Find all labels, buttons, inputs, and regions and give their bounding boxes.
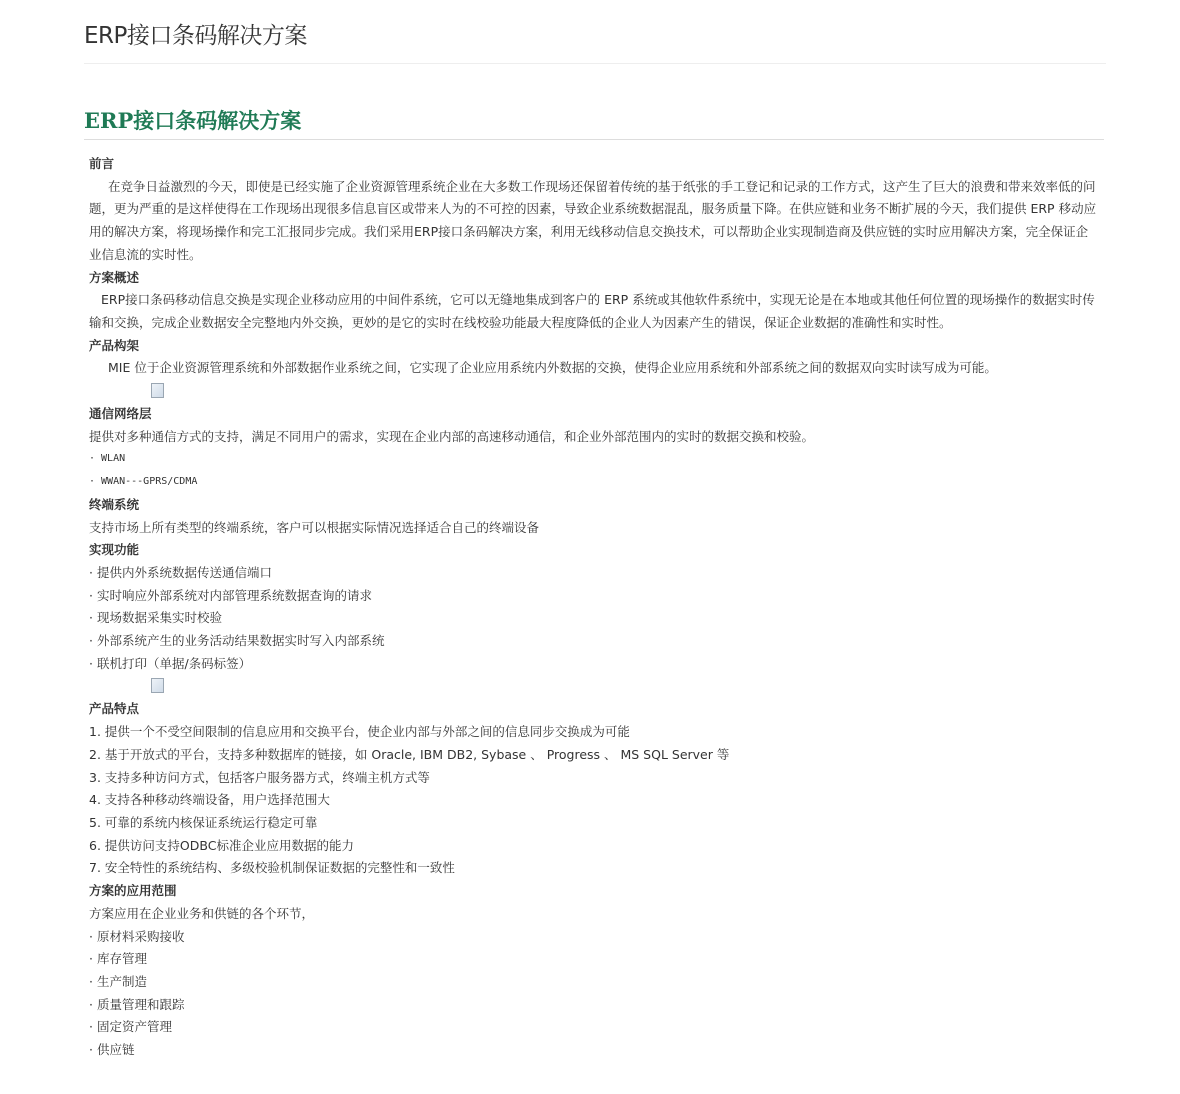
list-item: · WWAN---GPRS/CDMA xyxy=(89,476,198,488)
article-content xyxy=(89,153,1099,1062)
list-item: · 外部系统产生的业务活动结果数据实时写入内部系统 xyxy=(89,633,385,649)
section-heading-preface: 前言 xyxy=(89,156,115,171)
list-item: 7. 安全特性的系统结构、多级校验机制保证数据的完整性和一致性 xyxy=(89,860,455,876)
architecture-image-placeholder xyxy=(89,380,1099,403)
list-item: · 库存管理 xyxy=(89,951,147,967)
functions-image-placeholder xyxy=(89,675,1099,698)
list-item: · 原材料采购接收 xyxy=(89,928,185,944)
section-heading-features: 产品特点 xyxy=(89,701,140,717)
section-heading-terminal: 终端系统 xyxy=(89,496,140,512)
broken-image-icon xyxy=(151,383,164,398)
list-item: 4. 支持各种移动终端设备，用户选择范围大 xyxy=(89,792,330,808)
terminal-paragraph: 支持市场上所有类型的终端系统，客户可以根据实际情况选择适合自己的终端设备 xyxy=(89,519,540,535)
list-item: · 联机打印（单据/条码标签） xyxy=(89,655,252,671)
list-item: · 供应链 xyxy=(89,1042,135,1058)
list-item: 2. 基于开放式的平台，支持多种数据库的链接，如 Oracle, IBM DB2, Sybase 、 Progress 、 MS SQL Server 等 xyxy=(89,746,730,762)
section-heading-scope: 方案的应用范围 xyxy=(89,883,177,899)
list-item: · 固定资产管理 xyxy=(89,1019,172,1035)
broken-image-icon xyxy=(151,678,164,693)
article-title-bar xyxy=(84,106,1104,140)
network-paragraph: 提供对多种通信方式的支持，满足不同用户的需求，实现在企业内部的高速移动通信，和企业外部范围内的实时的数据交换和校验。 xyxy=(89,428,815,444)
list-item: · 现场数据采集实时校验 xyxy=(89,610,222,626)
preface-paragraph: 在竞争日益激烈的今天，即使是已经实施了企业资源管理系统企业在大多数工作现场还保留着传统的基于纸张的手工登记和记录的工作方式，这产生了巨大的浪费和带来效率低的问题，更为严重的是这样使得在工作现场出现很多信息盲区或带来人为的不可控的因素，导致企业系统数据混乱，服务质量下降。在供应链和业务不断扩展的今天，我们提供 ERP 移动应用的解决方案，将现场操作和完工汇报同步完成。我们采用ERP接口条码解决方案，利用无线移动信息交换技术，可以帮助企业实现制造商及供应链的实时应用解决方案，完全保证企业信息流的实时性。 xyxy=(89,178,1097,262)
list-item: 1. 提供一个不受空间限制的信息应用和交换平台，使企业内部与外部之间的信息同步交换成为可能 xyxy=(89,724,630,740)
list-item: · 质量管理和跟踪 xyxy=(89,996,185,1012)
list-item: 5. 可靠的系统内核保证系统运行稳定可靠 xyxy=(89,814,318,830)
article-title: ERP接口条码解决方案 xyxy=(84,108,302,133)
list-item: · 实时响应外部系统对内部管理系统数据查询的请求 xyxy=(89,587,372,603)
overview-paragraph: ERP接口条码移动信息交换是实现企业移动应用的中间件系统，它可以无缝地集成到客户的 ERP 系统或其他软件系统中，实现无论是在本地或其他任何位置的现场操作的数据实时传输和交换，完成企业数据安全完整地内外交换，更妙的是它的实时在线校验功能最大程度降低的企业人为因素产生的错误，保证企业数据的准确性和实时性。 xyxy=(89,292,1095,330)
list-item: 6. 提供访问支持ODBC标准企业应用数据的能力 xyxy=(89,837,354,853)
section-heading-architecture: 产品构架 xyxy=(89,337,140,353)
section-heading-overview: 方案概述 xyxy=(89,269,140,285)
page-header xyxy=(84,0,1106,64)
section-heading-functions: 实现功能 xyxy=(89,542,140,558)
scope-paragraph: 方案应用在企业业务和供链的各个环节， xyxy=(89,905,315,921)
architecture-paragraph: MIE 位于企业资源管理系统和外部数据作业系统之间，它实现了企业应用系统内外数据的交换，使得企业应用系统和外部系统之间的数据双向实时读写成为可能。 xyxy=(108,360,997,376)
section-heading-network: 通信网络层 xyxy=(89,406,152,422)
list-item: · WLAN xyxy=(89,453,126,465)
list-item: · 生产制造 xyxy=(89,973,147,989)
list-item: · 提供内外系统数据传送通信端口 xyxy=(89,564,272,580)
list-item: 3. 支持多种访问方式，包括客户服务器方式，终端主机方式等 xyxy=(89,769,430,785)
page-title: ERP接口条码解决方案 xyxy=(84,23,307,49)
